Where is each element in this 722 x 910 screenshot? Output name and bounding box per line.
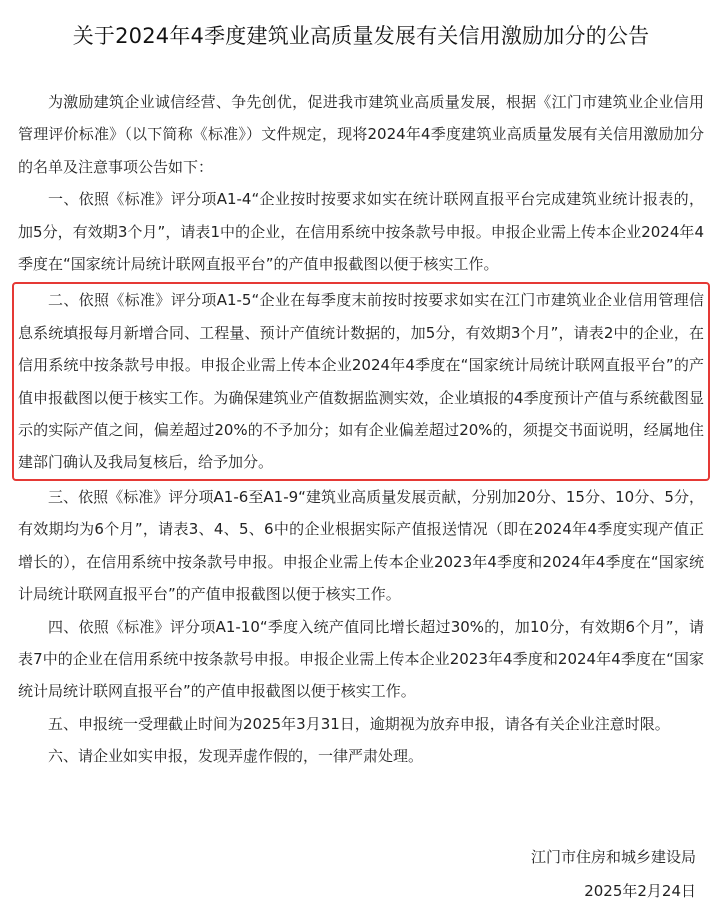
notice-body — [18, 86, 704, 773]
paragraph-item-3: 三、依照《标准》评分项A1-6至A1-9“建筑业高质量发展贡献，分别加20分、15分、10分、5分，有效期均为6个月”，请表3、4、5、6中的企业根据实际产值报送情况（即在2024年4季度实现产值正增长的），在信用系统中按条款号申报。申报企业需上传本企业2023年4季度和2024年4季度在“国家统计局统计联网直报平台”的产值申报截图以便于核实工作。 — [18, 487, 704, 604]
paragraph-item-4: 四、依照《标准》评分项A1-10“季度入统产值同比增长超过30%的，加10分，有效期6个月”，请表7中的企业在信用系统中按条款号申报。申报企业需上传本企业2023年4季度和2024年4季度在“国家统计局统计联网直报平台”的产值申报截图以便于核实工作。 — [18, 617, 704, 701]
paragraph-item-6: 六、请企业如实申报，发现弄虚作假的，一律严肃处理。 — [48, 747, 424, 766]
paragraph-item-5: 五、申报统一受理截止时间为2025年3月31日，逾期视为放弃申报，请各有关企业注意时限。 — [48, 714, 670, 733]
page-title: 关于2024年4季度建筑业高质量发展有关信用激励加分的公告 — [72, 24, 650, 48]
paragraph-intro: 为激励建筑企业诚信经营、争先创优，促进我市建筑业高质量发展，根据《江门市建筑业企业信用管理评价标准》（以下简称《标准》）文件规定，现将2024年4季度建筑业高质量发展有关信用激励加分的名单及注意事项公告如下： — [18, 93, 704, 176]
signature-date: 2025年2月24日 — [584, 882, 696, 900]
paragraph-item-2-highlighted: 二、依照《标准》评分项A1-5“企业在每季度末前按时按要求如实在江门市建筑业企业信用管理信息系统填报每月新增合同、工程量、预计产值统计数据的，加5分，有效期3个月”，请表2中的企业，在信用系统中按条款号申报。申报企业需上传本企业2024年4季度在“国家统计局统计联网直报平台”的产值申报截图以便于核实工作。为确保建筑业产值数据监测实效，企业填报的4季度预计产值与系统截图显示的实际产值之间，偏差超过20%的不予加分；如有企业偏差超过20%的，须提交书面说明，经属地住建部门确认及我局复核后，给予加分。 — [12, 282, 710, 480]
signature-organization: 江门市住房和城乡建设局 — [530, 848, 696, 866]
paragraph-item-1: 一、依照《标准》评分项A1-4“企业按时按要求如实在统计联网直报平台完成建筑业统计报表的，加5分，有效期3个月”，请表1中的企业，在信用系统中按条款号申报。申报企业需上传本企业2024年4季度在“国家统计局统计联网直报平台”的产值申报截图以便于核实工作。 — [18, 190, 704, 274]
